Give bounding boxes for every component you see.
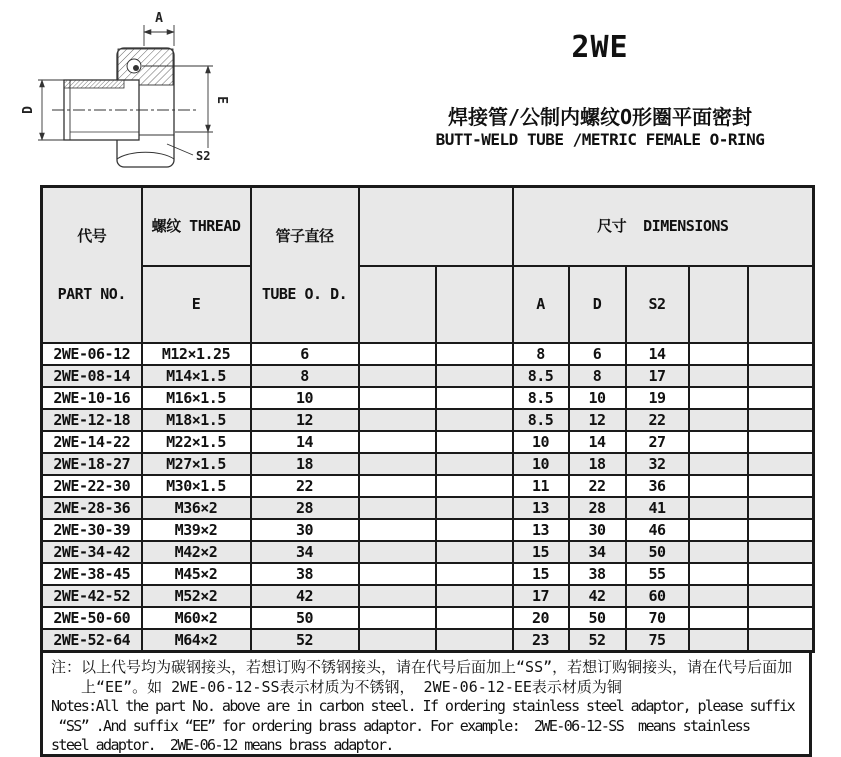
blank-cell: [689, 629, 748, 652]
blank-cell: [748, 629, 814, 652]
technical-drawing: [12, 8, 247, 180]
dim-d-cell: 38: [569, 563, 626, 585]
blank-cell: [748, 475, 814, 497]
blank-cell: [689, 387, 748, 409]
table-row: [42, 387, 814, 409]
blank-cell: [689, 519, 748, 541]
blank-cell: [359, 563, 436, 585]
blank-cell: [748, 431, 814, 453]
tube-od-cell: 52: [251, 629, 359, 652]
blank-cell: [359, 629, 436, 652]
blank-cell: [689, 431, 748, 453]
blank-cell: [359, 431, 436, 453]
tube-od-cell: 14: [251, 431, 359, 453]
part-no-cell: 2WE-18-27: [42, 453, 142, 475]
dim-a-cell: 15: [513, 541, 569, 563]
blank-cell: [748, 607, 814, 629]
note-line-cn-1: 注：以上代号均为碳钢接头，若想订购不锈钢接头，请在代号后面加上“SS”，若想订购铜接头，请在代号后面加: [51, 658, 793, 676]
table-row: [42, 431, 814, 453]
dim-s2-cell: 22: [626, 409, 689, 431]
blank-cell: [359, 365, 436, 387]
table-row: [42, 563, 814, 585]
blank-cell: [359, 497, 436, 519]
blank-cell: [436, 541, 513, 563]
dim-s2-cell: 41: [626, 497, 689, 519]
tube-od-cell: 42: [251, 585, 359, 607]
thread-e-cell: M14×1.5: [142, 365, 251, 387]
part-no-cell: 2WE-50-60: [42, 607, 142, 629]
table-row: [42, 607, 814, 629]
blank-header-cell: [359, 266, 436, 343]
table-body: [42, 343, 814, 652]
dim-d-cell: 28: [569, 497, 626, 519]
tube-od-header-en: TUBE O. D.: [261, 285, 348, 303]
blank-cell: [359, 519, 436, 541]
blank-cell: [436, 563, 513, 585]
note-line-en-3: steel adaptor. 2WE-06-12 means brass adaptor.: [51, 736, 393, 754]
table-row: [42, 475, 814, 497]
tube-od-cell: 38: [251, 563, 359, 585]
blank-cell: [359, 585, 436, 607]
part-no-cell: 2WE-28-36: [42, 497, 142, 519]
dim-a-cell: 8: [513, 343, 569, 365]
part-no-cell: 2WE-38-45: [42, 563, 142, 585]
thread-e-cell: M18×1.5: [142, 409, 251, 431]
tube-od-cell: 34: [251, 541, 359, 563]
dimension-a: [144, 25, 174, 46]
tube-od-cell: 12: [251, 409, 359, 431]
dim-a-cell: 20: [513, 607, 569, 629]
dimensions-header: 尺寸 DIMENSIONS: [513, 187, 814, 266]
blank-cell: [436, 519, 513, 541]
blank-cell: [436, 343, 513, 365]
blank-cell: [748, 365, 814, 387]
tube-od-cell: 22: [251, 475, 359, 497]
part-no-cell: 2WE-30-39: [42, 519, 142, 541]
tube-od-header-cn: 管子直径: [275, 227, 334, 245]
dim-s2-cell: 19: [626, 387, 689, 409]
dim-d-cell: 30: [569, 519, 626, 541]
subtitle-english: BUTT-WELD TUBE /METRIC FEMALE O-RING: [435, 130, 765, 149]
spec-sheet: [40, 185, 812, 757]
dim-a-label: A: [155, 11, 163, 26]
blank-cell: [359, 343, 436, 365]
tube-od-header: [251, 187, 359, 344]
dim-s2-cell: 32: [626, 453, 689, 475]
subtitle-chinese: 焊接管/公制内螺纹O形圈平面密封: [447, 105, 753, 129]
part-no-header-cn: 代号: [77, 227, 107, 245]
blank-cell: [436, 431, 513, 453]
thread-e-cell: M30×1.5: [142, 475, 251, 497]
dim-s2-cell: 75: [626, 629, 689, 652]
dim-s2-cell: 55: [626, 563, 689, 585]
blank-header-cell: [436, 266, 513, 343]
blank-cell: [436, 629, 513, 652]
dim-a-cell: 8.5: [513, 365, 569, 387]
table-row: [42, 541, 814, 563]
blank-cell: [436, 585, 513, 607]
blank-cell: [689, 497, 748, 519]
blank-cell: [689, 541, 748, 563]
dimension-table: [40, 185, 815, 653]
blank-cell: [689, 585, 748, 607]
blank-cell: [748, 453, 814, 475]
part-no-cell: 2WE-10-16: [42, 387, 142, 409]
dim-d-cell: 8: [569, 365, 626, 387]
page-title: 2WE: [571, 30, 629, 65]
part-no-cell: 2WE-08-14: [42, 365, 142, 387]
dim-d-header: D: [569, 266, 626, 343]
blank-header-cell: [359, 187, 513, 266]
note-line-en-1: Notes:All the part No. above are in carbon steel. If ordering stainless steel adaptor, please suffix: [51, 697, 795, 715]
dim-s2-cell: 60: [626, 585, 689, 607]
blank-cell: [689, 409, 748, 431]
blank-cell: [359, 475, 436, 497]
blank-cell: [689, 453, 748, 475]
blank-cell: [748, 387, 814, 409]
blank-cell: [748, 541, 814, 563]
header-row-1: [42, 187, 814, 266]
dim-a-cell: 13: [513, 519, 569, 541]
dim-d-cell: 10: [569, 387, 626, 409]
blank-cell: [436, 607, 513, 629]
table-row: [42, 453, 814, 475]
part-no-cell: 2WE-12-18: [42, 409, 142, 431]
blank-cell: [748, 409, 814, 431]
thread-e-cell: M39×2: [142, 519, 251, 541]
blank-cell: [359, 541, 436, 563]
thread-e-cell: M60×2: [142, 607, 251, 629]
table-row: [42, 409, 814, 431]
notes-box: [40, 653, 812, 757]
dim-d-cell: 22: [569, 475, 626, 497]
tube-od-cell: 28: [251, 497, 359, 519]
table-row: [42, 365, 814, 387]
part-no-cell: 2WE-42-52: [42, 585, 142, 607]
blank-cell: [436, 453, 513, 475]
part-no-header: [42, 187, 142, 344]
note-line-cn-2: 上“EE”。如 2WE-06-12-SS表示材质为不锈钢， 2WE-06-12-EE表示材质为铜: [81, 677, 622, 696]
table-row: [42, 519, 814, 541]
blank-cell: [689, 607, 748, 629]
dim-a-cell: 8.5: [513, 387, 569, 409]
blank-header-cell: [748, 266, 814, 343]
dim-a-cell: 8.5: [513, 409, 569, 431]
blank-cell: [436, 475, 513, 497]
header-row-2: [42, 266, 814, 343]
tube-od-cell: 6: [251, 343, 359, 365]
dim-d-cell: 18: [569, 453, 626, 475]
dim-a-header: A: [513, 266, 569, 343]
part-no-header-en: PART NO.: [57, 285, 126, 303]
dim-s2-cell: 27: [626, 431, 689, 453]
part-no-cell: 2WE-06-12: [42, 343, 142, 365]
note-line-en-2: “SS” .And suffix “EE” for ordering brass adaptor. For example: 2WE-06-12-SS means stainless: [51, 716, 750, 735]
tube-od-cell: 18: [251, 453, 359, 475]
dim-s2-cell: 17: [626, 365, 689, 387]
thread-e-cell: M22×1.5: [142, 431, 251, 453]
blank-cell: [689, 563, 748, 585]
dim-d-label: D: [21, 106, 36, 114]
dim-e-label: E: [214, 96, 229, 104]
thread-e-cell: M45×2: [142, 563, 251, 585]
dim-a-cell: 10: [513, 431, 569, 453]
dim-a-cell: 10: [513, 453, 569, 475]
table-row: [42, 343, 814, 365]
table-row: [42, 585, 814, 607]
dim-s2-cell: 70: [626, 607, 689, 629]
blank-cell: [689, 343, 748, 365]
dim-s2-cell: 46: [626, 519, 689, 541]
tube-od-cell: 50: [251, 607, 359, 629]
blank-cell: [436, 365, 513, 387]
dim-d-cell: 6: [569, 343, 626, 365]
thread-e-cell: M42×2: [142, 541, 251, 563]
dim-a-cell: 23: [513, 629, 569, 652]
dim-s2-header: S2: [626, 266, 689, 343]
blank-cell: [689, 365, 748, 387]
table-row: [42, 497, 814, 519]
dim-a-cell: 17: [513, 585, 569, 607]
blank-cell: [359, 409, 436, 431]
blank-cell: [359, 607, 436, 629]
thread-e-cell: M36×2: [142, 497, 251, 519]
thread-e-cell: M64×2: [142, 629, 251, 652]
tube-od-cell: 10: [251, 387, 359, 409]
o-ring-detail: [127, 59, 141, 73]
dim-a-cell: 15: [513, 563, 569, 585]
table-header: [42, 187, 814, 344]
blank-cell: [436, 409, 513, 431]
tube-od-cell: 30: [251, 519, 359, 541]
blank-cell: [748, 563, 814, 585]
part-no-cell: 2WE-52-64: [42, 629, 142, 652]
thread-e-header: E: [142, 266, 251, 343]
blank-cell: [748, 519, 814, 541]
dim-d-cell: 34: [569, 541, 626, 563]
blank-cell: [436, 497, 513, 519]
part-no-cell: 2WE-22-30: [42, 475, 142, 497]
dim-d-cell: 42: [569, 585, 626, 607]
thread-e-cell: M12×1.25: [142, 343, 251, 365]
blank-cell: [359, 387, 436, 409]
dim-a-cell: 11: [513, 475, 569, 497]
blank-cell: [748, 497, 814, 519]
dim-d-cell: 50: [569, 607, 626, 629]
dim-d-cell: 14: [569, 431, 626, 453]
thread-e-cell: M52×2: [142, 585, 251, 607]
thread-header: 螺纹 THREAD: [142, 187, 251, 266]
dim-s2-label: S2: [196, 149, 211, 163]
part-no-cell: 2WE-14-22: [42, 431, 142, 453]
dim-d-cell: 12: [569, 409, 626, 431]
table-row: [42, 629, 814, 652]
blank-cell: [689, 475, 748, 497]
part-no-cell: 2WE-34-42: [42, 541, 142, 563]
blank-cell: [436, 387, 513, 409]
thread-e-cell: M16×1.5: [142, 387, 251, 409]
thread-e-cell: M27×1.5: [142, 453, 251, 475]
blank-cell: [748, 343, 814, 365]
dim-a-cell: 13: [513, 497, 569, 519]
dim-d-cell: 52: [569, 629, 626, 652]
blank-cell: [359, 453, 436, 475]
blank-cell: [748, 585, 814, 607]
dim-s2-cell: 36: [626, 475, 689, 497]
dim-s2-cell: 14: [626, 343, 689, 365]
dim-s2-cell: 50: [626, 541, 689, 563]
tube-od-cell: 8: [251, 365, 359, 387]
blank-header-cell: [689, 266, 748, 343]
